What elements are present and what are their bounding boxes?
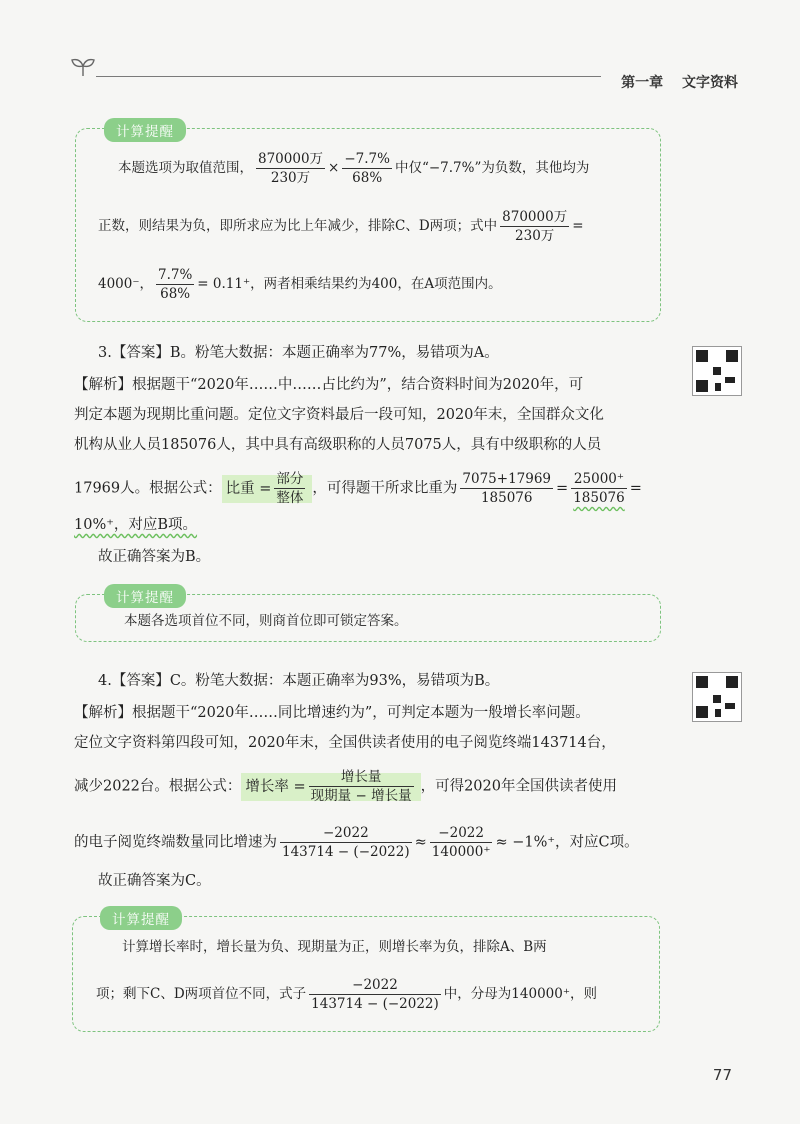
tip1-line-2: 正数，则结果为负，即所求应为比上年减少，排除C、D两项；式中 $\frac{\text{870000万}}{\text{230万}}$ = [98, 209, 584, 244]
fraction: $\frac{-2022}{143714 - (-2022)}$ [282, 825, 410, 860]
fraction: $\frac{\text{870000万}}{\text{230万}}$ [502, 209, 568, 244]
tip1-line-3: 4000⁻， $\frac{7.7\%}{68\%}$ = 0.11⁺，两者相乘结果约为400，在A项范围内。 [98, 267, 502, 302]
chapter-header [621, 72, 738, 92]
fraction: $\frac{\text{870000万}}{\text{230万}}$ [258, 151, 324, 186]
q3-analysis-4: 17969人。根据公式： 比重 = $\frac{\text{部分}}{\text{整体}}$ ，可得题干所求比重为 $\frac{7075+17969}{185076}$ = $\frac{25000^+}{185076}$ = [74, 471, 642, 506]
page-number: 77 [712, 1066, 732, 1084]
chapter-label: 第一章 [621, 75, 664, 91]
q4-analysis-1: 【解析】根据题干“2020年……同比增速约为”，可判定本题为一般增长率问题。 [74, 705, 590, 721]
fraction: $\frac{-2022}{143714 - (-2022)}$ [311, 977, 439, 1012]
section-label: 文字资料 [682, 75, 738, 91]
fraction: $\frac{-2022}{140000^+}$ [431, 825, 491, 860]
tip3-line-1: 计算增长率时，增长量为负、现期量为正，则增长率为负，排除A、B两 [122, 939, 547, 955]
q3-analysis-1: 【解析】根据题干“2020年……中……占比约为”，结合资料时间为2020年，可 [74, 377, 584, 393]
leaf-logo-icon [70, 56, 96, 78]
fraction: $\frac{7.7\%}{68\%}$ [157, 267, 193, 302]
tip-box-3 [72, 916, 660, 1032]
q3-conclusion: 故正确答案为B。 [98, 549, 211, 565]
q3-analysis-3: 机构从业人员185076人，其中具有高级职称的人员7075人，具有中级职称的人员 [74, 437, 602, 453]
fraction: $\frac{25000^+}{185076}$ [573, 471, 625, 506]
header-rule [96, 76, 601, 77]
tip1-line-1: 本题选项为取值范围， $\frac{\text{870000万}}{\text{230万}}$ × $\frac{-7.7\%}{68\%}$ 中仅“−7.7%”为负数，其他均为 [118, 151, 590, 186]
q3-answer: 3.【答案】B。粉笔大数据：本题正确率为77%，易错项为A。 [98, 345, 499, 361]
qr-code-icon [692, 346, 742, 396]
tip-label-1: 计算提醒 [104, 118, 186, 142]
tip-label-2: 计算提醒 [104, 584, 186, 608]
fraction: $\frac{-7.7\%}{68\%}$ [344, 151, 390, 186]
q4-analysis-3: 减少2022台。根据公式： 增长率 = $\frac{\text{增长量}}{\text{现期量 − 增长量}}$ ，可得2020年全国供读者使用 [74, 769, 617, 804]
q4-analysis-4: 的电子阅览终端数量同比增速为 $\frac{-2022}{143714 - (-2022)}$ ≈ $\frac{-2022}{140000^+}$ ≈ −1%⁺，对应C项。 [74, 825, 639, 860]
q3-analysis-2: 判定本题为现期比重问题。定位文字资料最后一段可知，2020年末，全国群众文化 [74, 407, 604, 423]
fraction: $\frac{\text{部分}}{\text{整体}}$ [276, 471, 304, 506]
tip-label-3: 计算提醒 [100, 906, 182, 930]
fraction: $\frac{7075+17969}{185076}$ [462, 471, 552, 506]
q3-analysis-5: 10%⁺，对应B项。 [74, 517, 198, 533]
qr-code-icon [692, 672, 742, 722]
q4-conclusion: 故正确答案为C。 [98, 873, 211, 889]
tip3-line-2: 项；剩下C、D两项首位不同，式子 $\frac{-2022}{143714 - (-2022)}$ 中，分母为140000⁺，则 [96, 977, 597, 1012]
fraction: $\frac{\text{增长量}}{\text{现期量 − 增长量}}$ [310, 769, 412, 804]
tip2-text: 本题各选项首位不同，则商首位即可锁定答案。 [124, 613, 408, 629]
q4-analysis-2: 定位文字资料第四段可知，2020年末，全国供读者使用的电子阅览终端143714台， [74, 735, 616, 751]
q4-answer: 4.【答案】C。粉笔大数据：本题正确率为93%，易错项为B。 [98, 673, 500, 689]
